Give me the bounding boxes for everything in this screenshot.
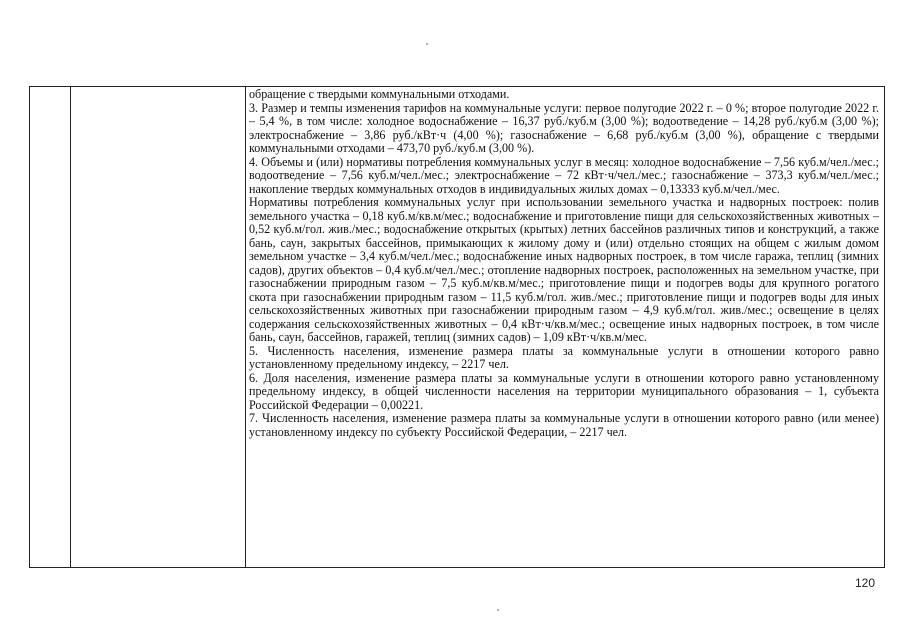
paragraph-continuation: обращение с твердыми коммунальными отходами. xyxy=(249,87,510,101)
page-number: 120 xyxy=(854,576,875,590)
table-column-divider xyxy=(70,87,71,567)
scan-speck xyxy=(426,43,428,45)
paragraph-norms: Нормативы потребления коммунальных услуг при использовании земельного участка и надворных построек: полив земельного участка – 0,18 куб.м/кв.м/мес.; водоснабжение и приготовление пищи для сельскохозяйственных животных – 0,52 куб.м/гол. жив./мес.; водоснабжение открытых (крытых) летних бассейнов различных типов и конструкций, а также бань, саун, закрытых бассейнов, примыкающих к жилому дому и (или) отдельно стоящих на общем с жилым домом земельном участке – 3,4 куб.м/чел./мес.; водоснабжение иных надворных построек, в том числе гаража, теплиц (зимних садов), других объектов – 0,4 куб.м/чел./мес.; отопление надворных построек, расположенных на земельном участке, при газоснабжении природным газом – 7,5 куб.м/кв.м/мес.; приготовление пищи и подогрев воды для крупного рогатого скота при газоснабжении природным газом – 11,5 куб.м/гол. жив./мес.; приготовление пищи и подогрев воды для иных сельскохозяйственных животных при газоснабжении природным газом – 4,9 куб.м/гол. жив./мес.; освещение в целях содержания сельскохозяйственных животных – 0,4 кВт·ч/кв.м/мес.; освещение иных надворных построек, в том числе бань, саун, бассейнов, гаражей, теплиц (зимних садов) – 1,09 кВт·ч/кв.м/мес. xyxy=(249,195,879,344)
paragraph-item-6: 6. Доля населения, изменение размера платы за коммунальные услуги в отношении которого равно установленному предельному индексу, в общей численности населения на территории муниципального образования – 1, субъекта Российской Федерации – 0,00221. xyxy=(249,370,879,412)
table-column-divider xyxy=(245,87,246,567)
paragraph-item-4: 4. Объемы и (или) нормативы потребления коммунальных услуг в месяц: холодное водоснабжение – 7,56 куб.м/чел./мес.; водоотведение – 7,56 куб.м/чел./мес.; электроснабжение – 72 кВт·ч/чел./мес.; газоснабжение – 373,3 куб.м/чел./мес.; накопление твердых коммунальных отходов в индивидуальных жилых домах – 0,13333 куб.м/чел./мес. xyxy=(249,154,879,196)
document-table xyxy=(29,86,885,568)
paragraph-item-5: 5. Численность населения, изменение размера платы за коммунальные услуги в отношении которого равно установленному предельному индексу, – 2217 чел. xyxy=(249,343,879,371)
table-cell-content xyxy=(249,88,879,439)
paragraph-item-7: 7. Численность населения, изменение размера платы за коммунальные услуги в отношении которого равно (или менее) установленному индексу по субъекту Российской Федерации, – 2217 чел. xyxy=(249,411,879,439)
paragraph-item-3: 3. Размер и темпы изменения тарифов на коммунальные услуги: первое полугодие 2022 г. – 0 %; второе полугодие 2022 г. – 5,4 %, в том числе: холодное водоснабжение – 16,37 руб./куб.м (3,00 %); водоотведение – 14,28 руб./куб.м (3,00 %); электроснабжение – 3,86 руб./кВт·ч (4,00 %); газоснабжение – 6,68 руб./куб.м (3,00 %), обращение с твердыми коммунальными отходами – 473,70 руб./куб.м (3,00 %). xyxy=(249,100,879,155)
scan-speck xyxy=(497,609,499,611)
